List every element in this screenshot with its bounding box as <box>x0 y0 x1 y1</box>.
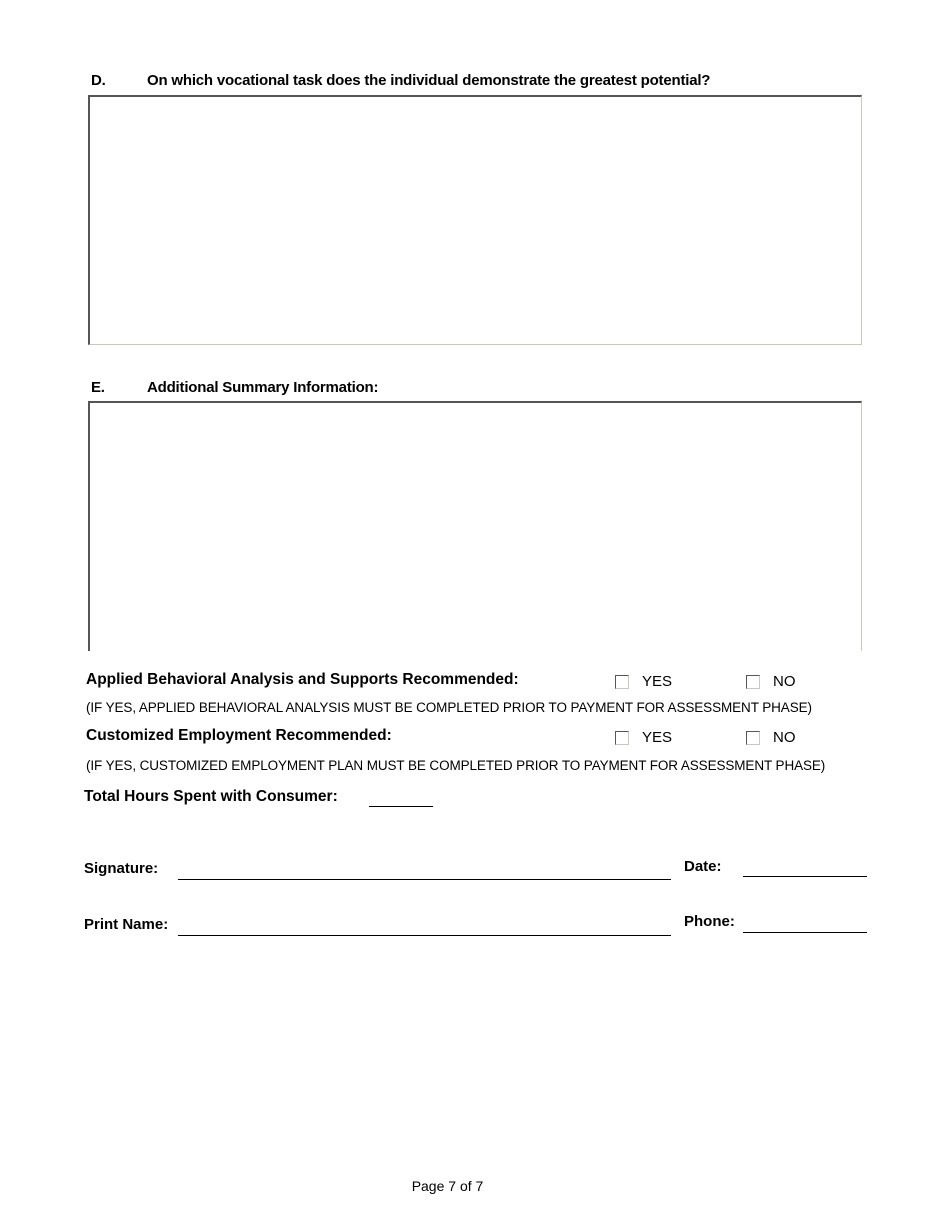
signature-label: Signature: <box>84 860 159 877</box>
print-name-field[interactable] <box>178 935 671 936</box>
customized-employment-yes-label: YES <box>642 729 673 746</box>
customized-employment-note: (IF YES, CUSTOMIZED EMPLOYMENT PLAN MUST BE COMPLETED PRIOR TO PAYMENT FOR ASSESSMENT PHASE) <box>86 758 826 773</box>
section-e-answer-box[interactable] <box>88 401 862 651</box>
aba-label: Applied Behavioral Analysis and Supports Recommended: <box>86 671 519 688</box>
phone-field[interactable] <box>743 932 867 933</box>
aba-note: (IF YES, APPLIED BEHAVIORAL ANALYSIS MUST BE COMPLETED PRIOR TO PAYMENT FOR ASSESSMENT PHASE) <box>86 700 812 715</box>
aba-no-checkbox[interactable] <box>746 675 760 689</box>
date-label: Date: <box>684 858 722 875</box>
aba-yes-label: YES <box>642 673 673 690</box>
customized-employment-yes-checkbox[interactable] <box>615 731 629 745</box>
section-d-letter: D. <box>91 72 106 89</box>
total-hours-field[interactable] <box>369 806 433 807</box>
customized-employment-no-label: NO <box>773 729 796 746</box>
section-e-heading <box>0 379 950 399</box>
customized-employment-label: Customized Employment Recommended: <box>86 727 392 744</box>
customized-employment-no-checkbox[interactable] <box>746 731 760 745</box>
section-d-answer-box[interactable] <box>88 95 862 345</box>
page-number: Page 7 of 7 <box>411 1178 484 1194</box>
aba-no-label: NO <box>773 673 796 690</box>
signature-field[interactable] <box>178 879 671 880</box>
section-d-question: On which vocational task does the individual demonstrate the greatest potential? <box>147 72 711 89</box>
section-e-question: Additional Summary Information: <box>147 379 379 396</box>
section-e-letter: E. <box>91 379 105 396</box>
print-name-label: Print Name: <box>84 916 169 933</box>
phone-label: Phone: <box>684 913 735 930</box>
date-field[interactable] <box>743 876 867 877</box>
aba-yes-checkbox[interactable] <box>615 675 629 689</box>
total-hours-label: Total Hours Spent with Consumer: <box>84 788 338 805</box>
section-d-heading <box>0 72 950 92</box>
